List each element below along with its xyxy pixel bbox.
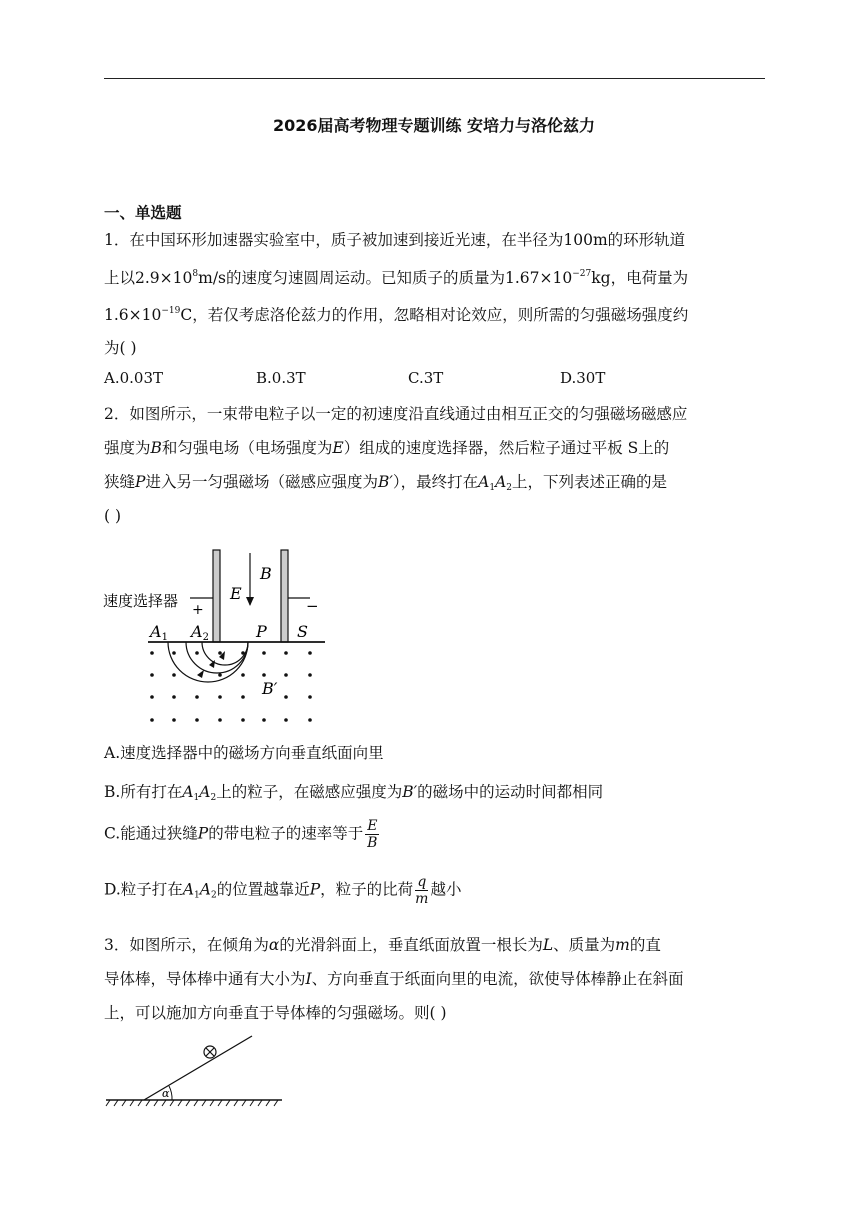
page-title: 2026届高考物理专题训练 安培力与洛伦兹力 xyxy=(272,116,596,135)
incline-surface xyxy=(144,1036,252,1100)
minus-sign: − xyxy=(306,597,319,615)
q2-line-2: 强度为B和匀强电场（电场强度为E）组成的速度选择器，然后粒子通过平板 S上的 xyxy=(104,439,670,457)
current-into-page-icon xyxy=(204,1046,216,1058)
q1-line-4: 为( ) xyxy=(104,339,137,357)
q3-line-1: 3．如图所示，在倾角为α的光滑斜面上，垂直纸面放置一根长为L、质量为m的直 xyxy=(104,936,661,954)
right-plate xyxy=(281,550,288,642)
q1-line-2: 上以$2.9\times 10^8m/s$的速度匀速圆周运动。已知质子的质量为$1.67\times 10^{-27}kg$，电荷量为 xyxy=(104,269,689,287)
q1-option-d: D.30T xyxy=(560,369,606,387)
left-plate xyxy=(213,550,220,642)
label-A2: A2 xyxy=(191,622,209,643)
q2-option-d: D.粒子打在$A_1A_2$的位置越靠近P，粒子的比荷 $\frac{q}{m}$ 越小 xyxy=(104,874,462,907)
incline-figure xyxy=(100,1030,290,1110)
q2-option-a: A.速度选择器中的磁场方向垂直纸面向里 xyxy=(104,744,384,762)
q1-line-1: 1．在中国环形加速器实验室中，质子被加速到接近光速，在半径为100m的环形轨道 xyxy=(104,231,686,249)
q3-line-2: 导体棒，导体棒中通有大小为I、方向垂直于纸面向里的电流，欲使导体棒静止在斜面 xyxy=(104,970,684,988)
plus-sign: + xyxy=(192,602,204,618)
label-A1: A1 xyxy=(150,622,168,643)
velocity-selector-figure xyxy=(100,545,330,730)
q2-option-b: B.所有打在$A_1A_2$上的粒子，在磁感应强度为B′的磁场中的运动时间都相同 xyxy=(104,783,604,803)
q1-line-3: $1.6\times 10^{-19}C$，若仅考虑洛伦兹力的作用，忽略相对论效应，则所需的匀强磁场强度约 xyxy=(104,306,689,324)
label-S: S xyxy=(297,622,308,641)
figure-label-selector: 速度选择器 xyxy=(103,592,179,610)
q3-line-3: 上，可以施加方向垂直于导体棒的匀强磁场。则( ) xyxy=(104,1004,447,1022)
q2-line-1: 2．如图所示，一束带电粒子以一定的初速度沿直线通过由相互正交的匀强磁场磁感应 xyxy=(104,405,688,423)
q1-option-c: C.3T xyxy=(408,369,444,387)
q2-option-c: C.能通过狭缝P的带电粒子的速率等于 $\frac{E}{B}$ xyxy=(104,818,378,851)
angle-arc xyxy=(169,1086,172,1100)
label-P: P xyxy=(256,622,267,641)
header-rule xyxy=(104,78,765,79)
label-B: B xyxy=(260,564,272,583)
ground-hatching xyxy=(106,1100,278,1106)
q2-line-3: 狭缝P进入另一匀强磁场（磁感应强度为B′），最终打在$A_1A_2$上，下列表述正确的是 xyxy=(104,473,668,493)
magnetic-field-dots xyxy=(150,651,312,722)
label-B-prime: B′ xyxy=(262,679,278,698)
arrow-head-icon xyxy=(246,597,254,606)
q1-option-a: A.0.03T xyxy=(104,369,164,387)
fraction-q-over-m: $\frac{q}{m}$ xyxy=(415,874,429,907)
label-E: E xyxy=(230,584,242,603)
q2-line-4: ( ) xyxy=(104,507,122,525)
q1-option-b: B.0.3T xyxy=(256,369,306,387)
label-alpha: α xyxy=(162,1087,170,1100)
section-heading: 一、单选题 xyxy=(104,204,182,222)
fraction-E-over-B: $\frac{E}{B}$ xyxy=(367,818,378,851)
